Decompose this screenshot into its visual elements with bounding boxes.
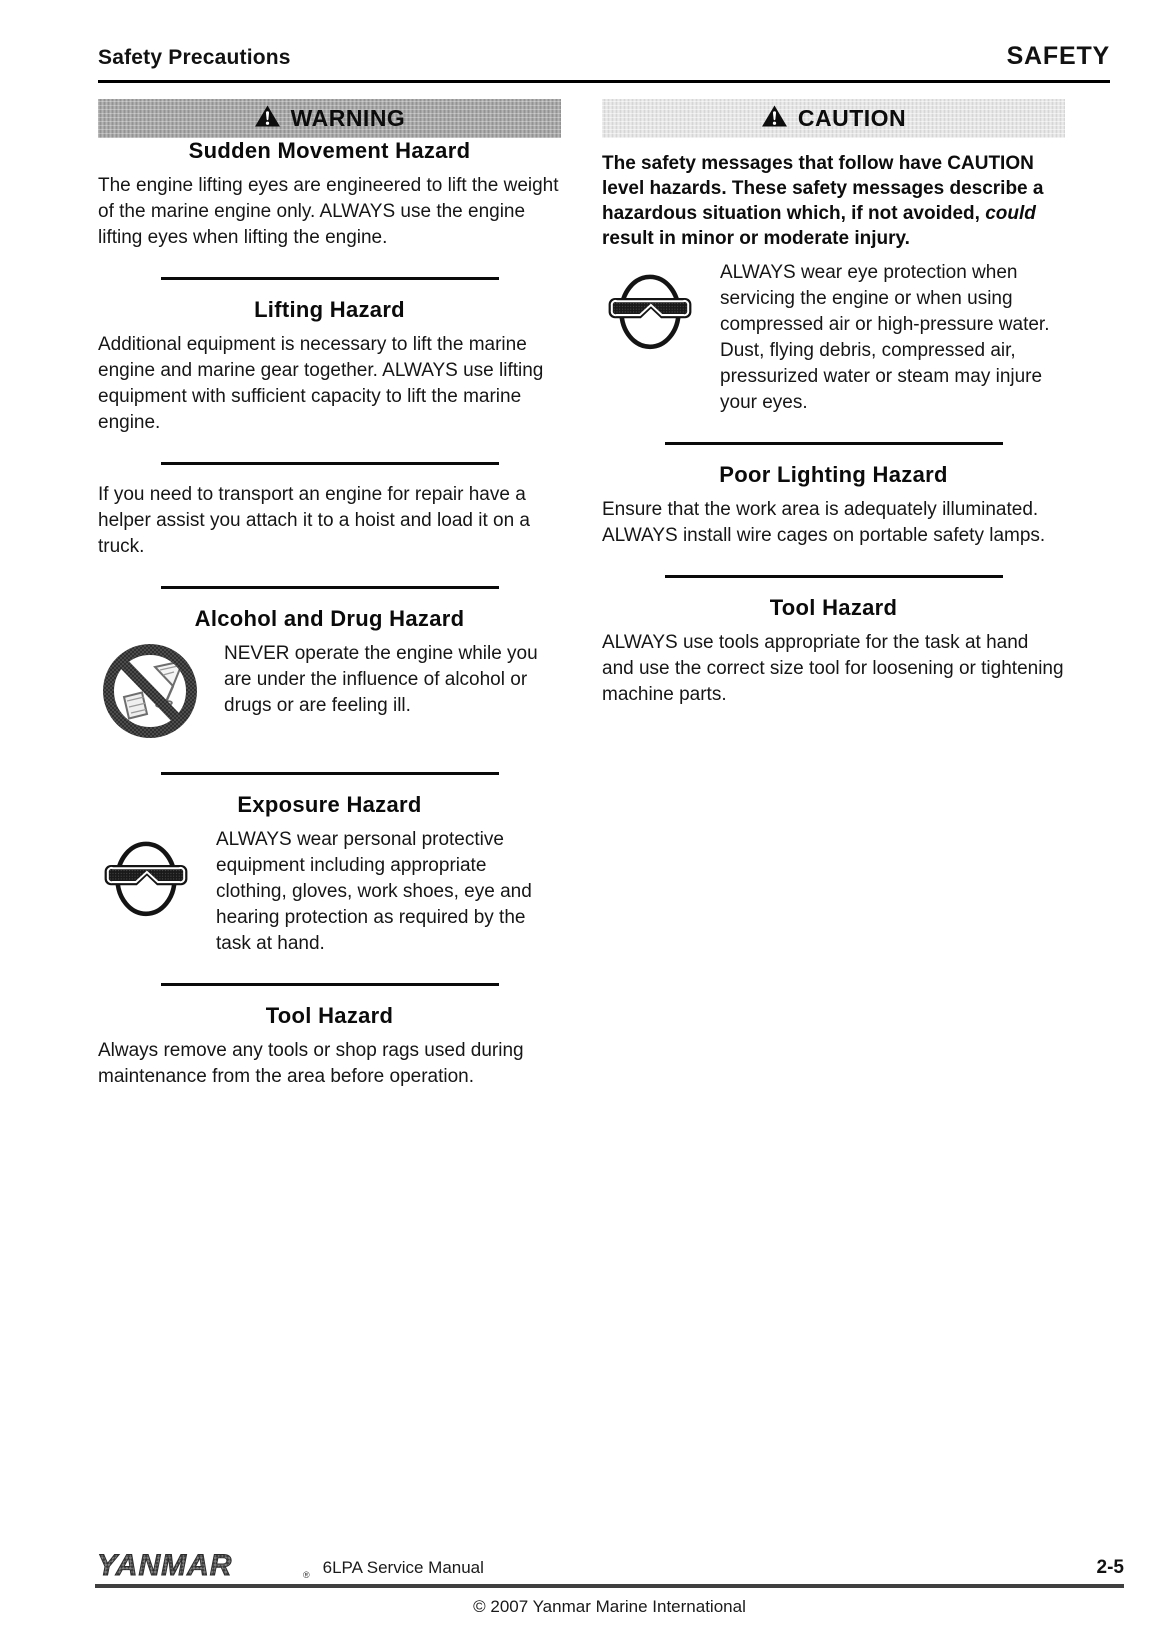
hazard-text: Additional equipment is necessary to lift the marine engine and marine gear together. ALWAYS use lifting equipment with sufficient capacity to lift the marine engine. — [98, 334, 544, 433]
caution-intro-text — [602, 151, 1065, 251]
header-rule — [98, 80, 1110, 83]
warning-column — [98, 99, 561, 1090]
caution-column — [602, 99, 1065, 1090]
warning-triangle-icon — [254, 104, 281, 134]
hazard-heading: Tool Hazard — [265, 1003, 394, 1028]
yanmar-logo-text: YANMAR — [97, 1549, 233, 1581]
caution-intro-after: result in minor or moderate injury. — [602, 228, 910, 249]
hazard-heading: Tool Hazard — [769, 595, 898, 620]
hazard-text: NEVER operate the engine while you are under the influence of alcohol or drugs or are feeling ill. — [224, 643, 538, 716]
hazard-text: Ensure that the work area is adequately illuminated. ALWAYS install wire cages on portable safety lamps. — [602, 499, 1046, 546]
hazard-text: ALWAYS use tools appropriate for the task at hand and use the correct size tool for loosening or tightening machine parts. — [602, 632, 1064, 705]
registered-mark: ® — [303, 1570, 310, 1580]
hazard-text: Always remove any tools or shop rags used during maintenance from the area before operation. — [98, 1040, 524, 1087]
hazard-heading: Poor Lighting Hazard — [719, 462, 948, 487]
hazard-text: The engine lifting eyes are engineered to lift the weight of the marine engine only. ALWAYS use the engine lifting eyes when lifting the engine. — [98, 175, 559, 248]
copyright-text: © 2007 Yanmar Marine International — [473, 1597, 746, 1616]
hazard-heading: Alcohol and Drug Hazard — [194, 606, 465, 631]
hazard-text: ALWAYS wear eye protection when servicing the engine or when using compressed air or high-pressure water. Dust, flying debris, compressed air, pressurized water or steam may injure your eyes. — [720, 262, 1050, 413]
section-divider — [161, 772, 499, 775]
section-divider — [161, 983, 499, 986]
page-header — [98, 42, 1110, 83]
page-footer — [95, 1549, 1124, 1617]
caution-banner-label: CAUTION — [797, 105, 907, 131]
no-alcohol-icon — [100, 641, 200, 746]
section-divider — [161, 277, 499, 280]
chapter-title: SAFETY — [1006, 42, 1110, 70]
section-divider — [665, 442, 1003, 445]
hazard-heading: Lifting Hazard — [254, 297, 405, 322]
warning-banner-label: WARNING — [290, 105, 406, 131]
caution-triangle-icon — [761, 104, 788, 134]
section-divider — [161, 586, 499, 589]
safety-goggles-icon — [604, 260, 696, 365]
page-number: 2-5 — [1096, 1557, 1124, 1578]
safety-goggles-icon — [100, 827, 192, 932]
hazard-text: ALWAYS wear personal protective equipment including appropriate clothing, gloves, work shoes, eye and hearing protection as required by the task at hand. — [216, 829, 532, 954]
warning-banner — [98, 99, 561, 138]
footer-rule — [95, 1584, 1124, 1588]
hazard-heading: Sudden Movement Hazard — [188, 138, 471, 163]
caution-intro-italic: could — [985, 203, 1036, 224]
caution-intro-before: The safety messages that follow have CAUTION level hazards. These safety messages describe a hazardous situation which, if not avoided, — [602, 153, 1044, 224]
yanmar-logo — [95, 1549, 310, 1581]
manual-title: 6LPA Service Manual — [322, 1558, 484, 1577]
caution-banner — [602, 99, 1065, 138]
section-divider — [161, 462, 499, 465]
section-title: Safety Precautions — [98, 46, 291, 69]
hazard-text: If you need to transport an engine for repair have a helper assist you attach it to a hoist and load it on a truck. — [98, 484, 530, 557]
hazard-heading: Exposure Hazard — [237, 792, 422, 817]
section-divider — [665, 575, 1003, 578]
